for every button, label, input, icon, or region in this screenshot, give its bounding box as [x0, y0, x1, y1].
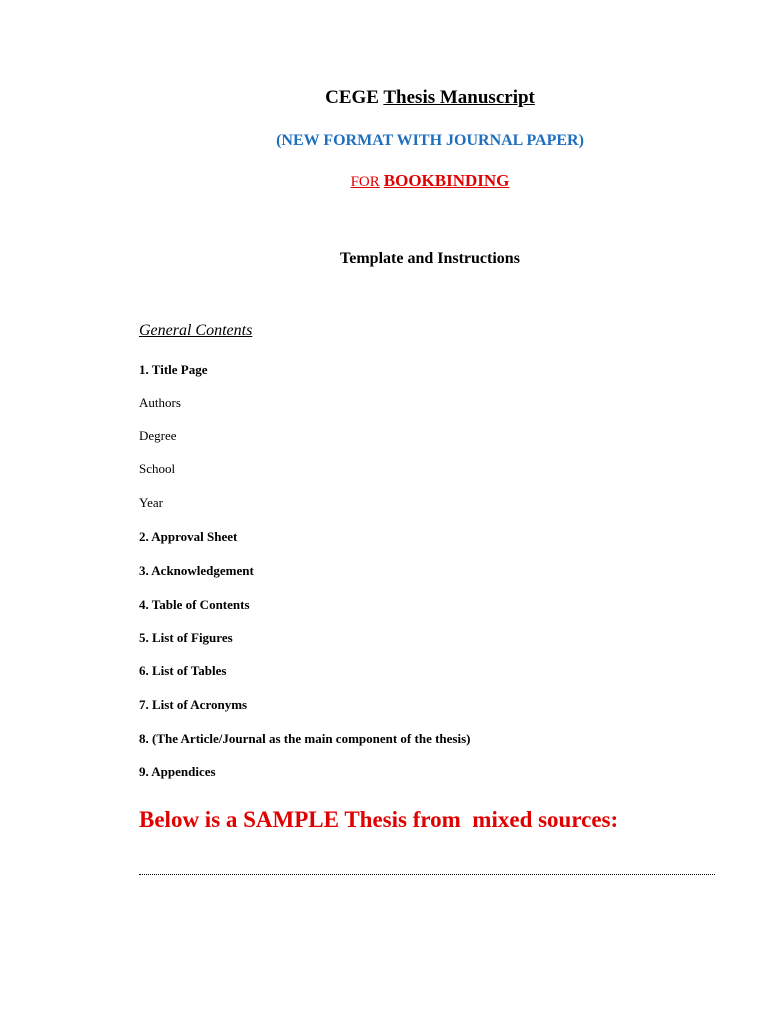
general-contents-heading: General Contents [139, 322, 253, 339]
toc-item-degree: Degree [139, 428, 177, 443]
title-underlined: Thesis Manuscript [383, 87, 535, 108]
toc-item-list-of-acronyms: 7. List of Acronyms [139, 697, 248, 712]
toc-item-approval-sheet: 2. Approval Sheet [139, 529, 238, 544]
title-prefix: CEGE [325, 87, 384, 108]
toc-item-title-page: 1. Title Page [139, 362, 208, 377]
toc-item-list-of-tables: 6. List of Tables [139, 663, 227, 678]
toc-item-article-journal: 8. (The Article/Journal as the main component of the thesis) [139, 731, 471, 746]
sample-thesis-notice: Below is a SAMPLE Thesis from mixed sources: [139, 807, 619, 832]
toc-item-list-of-figures: 5. List of Figures [139, 630, 233, 645]
template-heading: Template and Instructions [340, 250, 520, 267]
document-title [46, 87, 768, 109]
toc-item-year: Year [139, 495, 163, 510]
toc-item-appendices: 9. Appendices [139, 764, 216, 779]
toc-item-authors: Authors [139, 395, 181, 410]
for-prefix: FOR [350, 174, 380, 190]
toc-item-school: School [139, 461, 176, 476]
bookbinding-word: BOOKBINDING [383, 171, 510, 190]
document-subtitle: (NEW FORMAT WITH JOURNAL PAPER) [276, 132, 584, 149]
dotted-divider [139, 874, 715, 875]
for-bookbinding-line [46, 171, 768, 191]
toc-item-acknowledgement: 3. Acknowledgement [139, 563, 254, 578]
toc-item-table-of-contents: 4. Table of Contents [139, 597, 250, 612]
